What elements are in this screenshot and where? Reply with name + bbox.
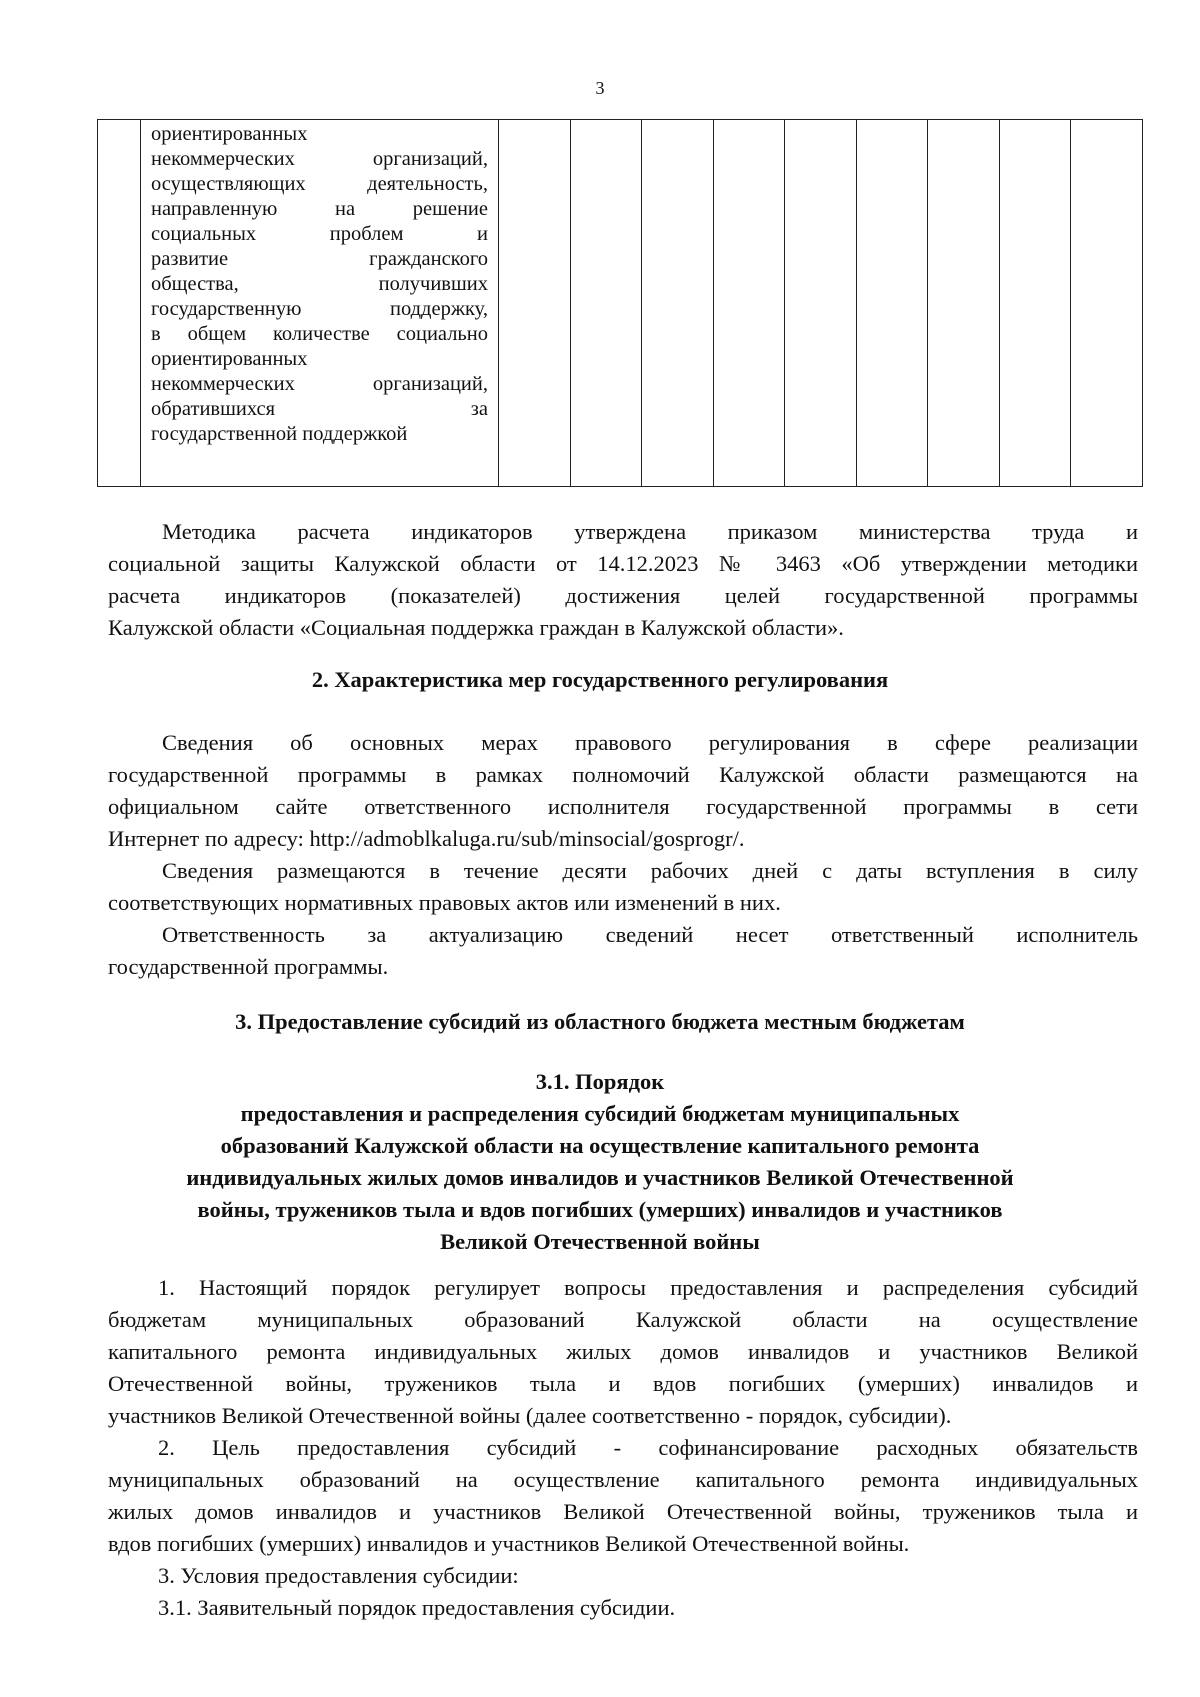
table-cell-value xyxy=(785,120,857,487)
text-line: соответствующих нормативных правовых актов или изменений в них. xyxy=(108,890,781,915)
text-line: Отечественной войны, тружеников тыла и вдов погибших (умерших) инвалидов и xyxy=(108,1371,1138,1396)
table-cell-line: в общем количестве социально xyxy=(151,323,488,345)
text-line: Интернет по адресу: http://admoblkaluga.ru/sub/minsocial/gosprogr/. xyxy=(108,826,745,851)
section-2-paragraph xyxy=(108,727,1138,855)
table-cell-line: развитие гражданского xyxy=(151,248,488,270)
table-cell-line: ориентированных xyxy=(151,123,308,145)
table-cell-line: общества, получивших xyxy=(151,273,488,295)
table-cell-value xyxy=(1071,120,1143,487)
section-3-1-subtitle xyxy=(0,1066,1200,1258)
table-cell-value xyxy=(570,120,642,487)
section-3-paragraph xyxy=(108,1432,1138,1560)
section-2-paragraph xyxy=(108,919,1138,983)
section-3-paragraph xyxy=(108,1592,1138,1624)
subtitle-line: образований Калужской области на осуществление капитального ремонта xyxy=(220,1133,980,1158)
text-line: государственной программы в рамках полномочий Калужской области размещаются на xyxy=(108,762,1138,787)
text-line: 3. Условия предоставления субсидии: xyxy=(158,1563,519,1588)
subtitle-line: войны, тружеников тыла и вдов погибших (умерших) инвалидов и участников xyxy=(197,1197,1003,1222)
text-line: участников Великой Отечественной войны (далее соответственно - порядок, субсидии). xyxy=(108,1403,952,1428)
text-line: капитального ремонта индивидуальных жилых домов инвалидов и участников Великой xyxy=(108,1339,1138,1364)
section-3-paragraph xyxy=(108,1560,1138,1592)
table-cell-line: некоммерческих организаций, xyxy=(151,373,488,395)
table-row xyxy=(98,120,1143,487)
section-2-paragraph xyxy=(108,855,1138,919)
section-3-heading: 3. Предоставление субсидий из областного бюджета местным бюджетам xyxy=(235,1009,965,1034)
indicators-table-fragment xyxy=(97,119,1143,487)
subtitle-line: предоставления и распределения субсидий бюджетам муниципальных xyxy=(240,1101,960,1126)
text-line: 1. Настоящий порядок регулирует вопросы предоставления и распределения субсидий xyxy=(158,1275,1138,1300)
table-cell-value xyxy=(928,120,1000,487)
text-line: официальном сайте ответственного исполнителя государственной программы в сети xyxy=(108,794,1138,819)
methodology-paragraph xyxy=(108,516,1138,644)
text-line: Калужской области «Социальная поддержка граждан в Калужской области». xyxy=(108,615,844,640)
text-line: Сведения об основных мерах правового регулирования в сфере реализации xyxy=(162,730,1138,755)
text-line: 3.1. Заявительный порядок предоставления субсидии. xyxy=(158,1595,676,1620)
text-line: расчета индикаторов (показателей) достижения целей государственной программы xyxy=(108,583,1138,608)
text-line: бюджетам муниципальных образований Калужской области на осуществление xyxy=(108,1307,1138,1332)
text-line: Ответственность за актуализацию сведений несет ответственный исполнитель xyxy=(162,922,1138,947)
section-2-heading: 2. Характеристика мер государственного регулирования xyxy=(311,667,889,692)
page-number: 3 xyxy=(595,78,605,98)
table-cell-value xyxy=(999,120,1071,487)
subtitle-line: индивидуальных жилых домов инвалидов и участников Великой Отечественной xyxy=(186,1165,1014,1190)
section-3-paragraph xyxy=(108,1272,1138,1432)
text-line: Методика расчета индикаторов утверждена приказом министерства труда и xyxy=(162,519,1138,544)
text-line: Сведения размещаются в течение десяти рабочих дней с даты вступления в силу xyxy=(162,858,1138,883)
text-line: 2. Цель предоставления субсидий - софинансирование расходных обязательств xyxy=(158,1435,1138,1460)
subtitle-line: Великой Отечественной войны xyxy=(440,1229,760,1254)
table-cell-indicator-name xyxy=(141,120,499,487)
text-line: вдов погибших (умерших) инвалидов и участников Великой Отечественной войны. xyxy=(108,1531,910,1556)
table-cell-line: направленную на решение xyxy=(151,198,488,220)
table-cell-line: социальных проблем и xyxy=(151,223,488,245)
table-cell-value xyxy=(499,120,571,487)
table-cell-value xyxy=(856,120,928,487)
table-cell-line: осуществляющих деятельность, xyxy=(151,173,488,195)
table-cell-line: государственную поддержку, xyxy=(151,298,488,320)
text-line: социальной защиты Калужской области от 14.12.2023 № 3463 «Об утверждении методики xyxy=(108,551,1138,576)
table-cell-line: государственной поддержкой xyxy=(151,423,408,445)
text-line: государственной программы. xyxy=(108,954,389,979)
text-line: муниципальных образований на осуществление капитального ремонта индивидуальных xyxy=(108,1467,1138,1492)
table-cell-line: некоммерческих организаций, xyxy=(151,148,488,170)
table-cell-number xyxy=(98,120,141,487)
subtitle-line: 3.1. Порядок xyxy=(535,1069,665,1094)
table-cell-line: ориентированных xyxy=(151,348,308,370)
table-cell-line: обратившихся за xyxy=(151,398,488,420)
text-line: жилых домов инвалидов и участников Великой Отечественной войны, тружеников тыла и xyxy=(108,1499,1138,1524)
table-cell-value xyxy=(713,120,785,487)
table-cell-value xyxy=(642,120,714,487)
